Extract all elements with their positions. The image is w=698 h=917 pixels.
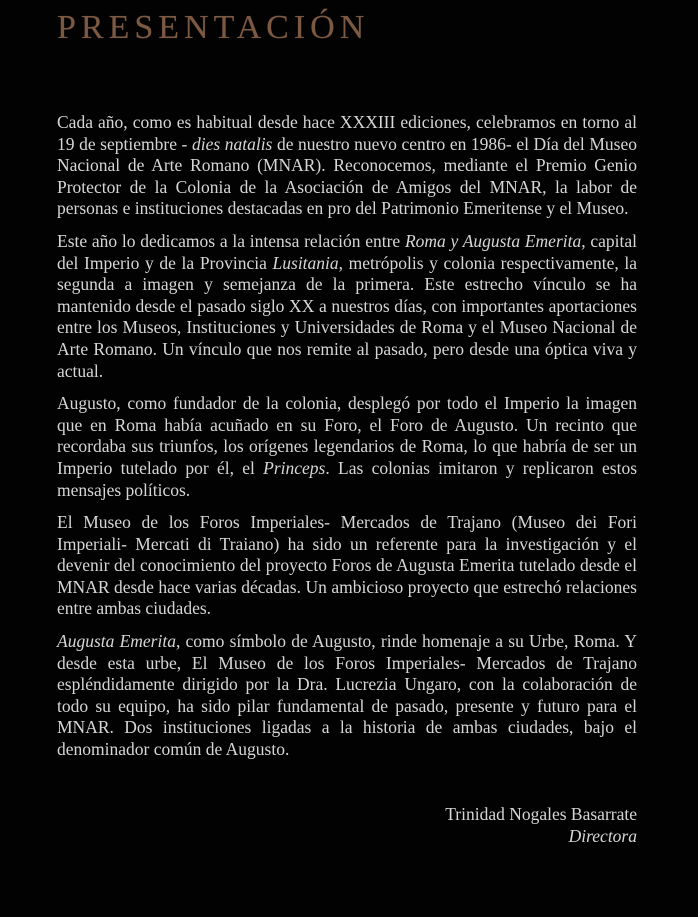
paragraph xyxy=(57,631,637,761)
text: . Las colonias imitaron y replicaron estos mensajes políticos. xyxy=(57,457,638,500)
italic-text: Roma y Augusta Emerita xyxy=(404,230,582,251)
text: , capital del Imperio y de la Provincia xyxy=(57,230,638,273)
text: Augusto, como fundador de la colonia, desplegó por todo el Imperio la imagen que en Roma había acuñado en su Foro, el Foro de Augusto. Un recinto que recordaba sus triunfos, los orígenes legendarios de Roma, lo que habría de ser un Imperio tutelado por él, el xyxy=(57,393,637,478)
text: Cada año, como es habitual desde hace XXXIII ediciones, celebramos en torno al 19 de septiembre - xyxy=(57,112,637,154)
paragraph xyxy=(57,393,637,501)
italic-text: dies natalis xyxy=(191,133,273,154)
text: El Museo de los Foros Imperiales- Mercados de Trajano (Museo dei Fori Imperiali- Mercati di Traiano) ha sido un referente para la investigación y el devenir del conocimiento del proyecto Foros de Augusta Emerita tutelado desde el MNAR desde hace varias décadas. Un ambicioso proyecto que estrechó relaciones entre ambas ciudades. xyxy=(57,512,637,619)
body-text xyxy=(57,112,637,761)
signature-name: Trinidad Nogales Basarrate xyxy=(445,803,637,824)
paragraph xyxy=(57,231,637,382)
paragraph xyxy=(57,512,637,620)
paragraph xyxy=(57,112,637,220)
italic-text: Princeps xyxy=(263,457,326,478)
italic-text: Lusitania xyxy=(272,252,339,273)
text: Este año lo dedicamos a la intensa relación entre xyxy=(57,230,405,251)
text: , como símbolo de Augusto, rinde homenaje a su Urbe, Roma. Y desde esta urbe, El Museo de los Foros Imperiales- Mercados de Trajano espléndidamente dirigido por la Dra. Lucrezia Ungaro, con la colaboración de todo su equipo, ha sido pilar fundamental de pasado, presente y futuro para el MNAR. Dos instituciones ligadas a la historia de ambas ciudades, bajo el denominador común de Augusto. xyxy=(57,631,637,760)
text: , metrópolis y colonia respectivamente, la segunda a imagen y semejanza de la primera. Este estrecho vínculo se ha mantenido desde el pasado siglo XX a nuestros días, con importantes aportaciones entre los Museos, Instituciones y Universidades de Roma y el Museo Nacional de Arte Romano. Un vínculo que nos remite al pasado, pero desde una óptica viva y actual. xyxy=(57,252,638,381)
page-title: PRESENTACIÓN xyxy=(57,9,370,46)
signature-role: Directora xyxy=(568,825,637,846)
text: de nuestro nuevo centro en 1986- el Día del Museo Nacional de Arte Romano (MNAR). Reconocemos, mediante el Premio Genio Protector de la Colonia de la Asociación de Amigos del MNAR, la labor de personas e instituciones destacadas en pro del Patrimonio Emeritense y el Museo. xyxy=(57,133,637,219)
signature-block xyxy=(57,803,637,847)
italic-text: Augusta Emerita xyxy=(57,631,176,652)
